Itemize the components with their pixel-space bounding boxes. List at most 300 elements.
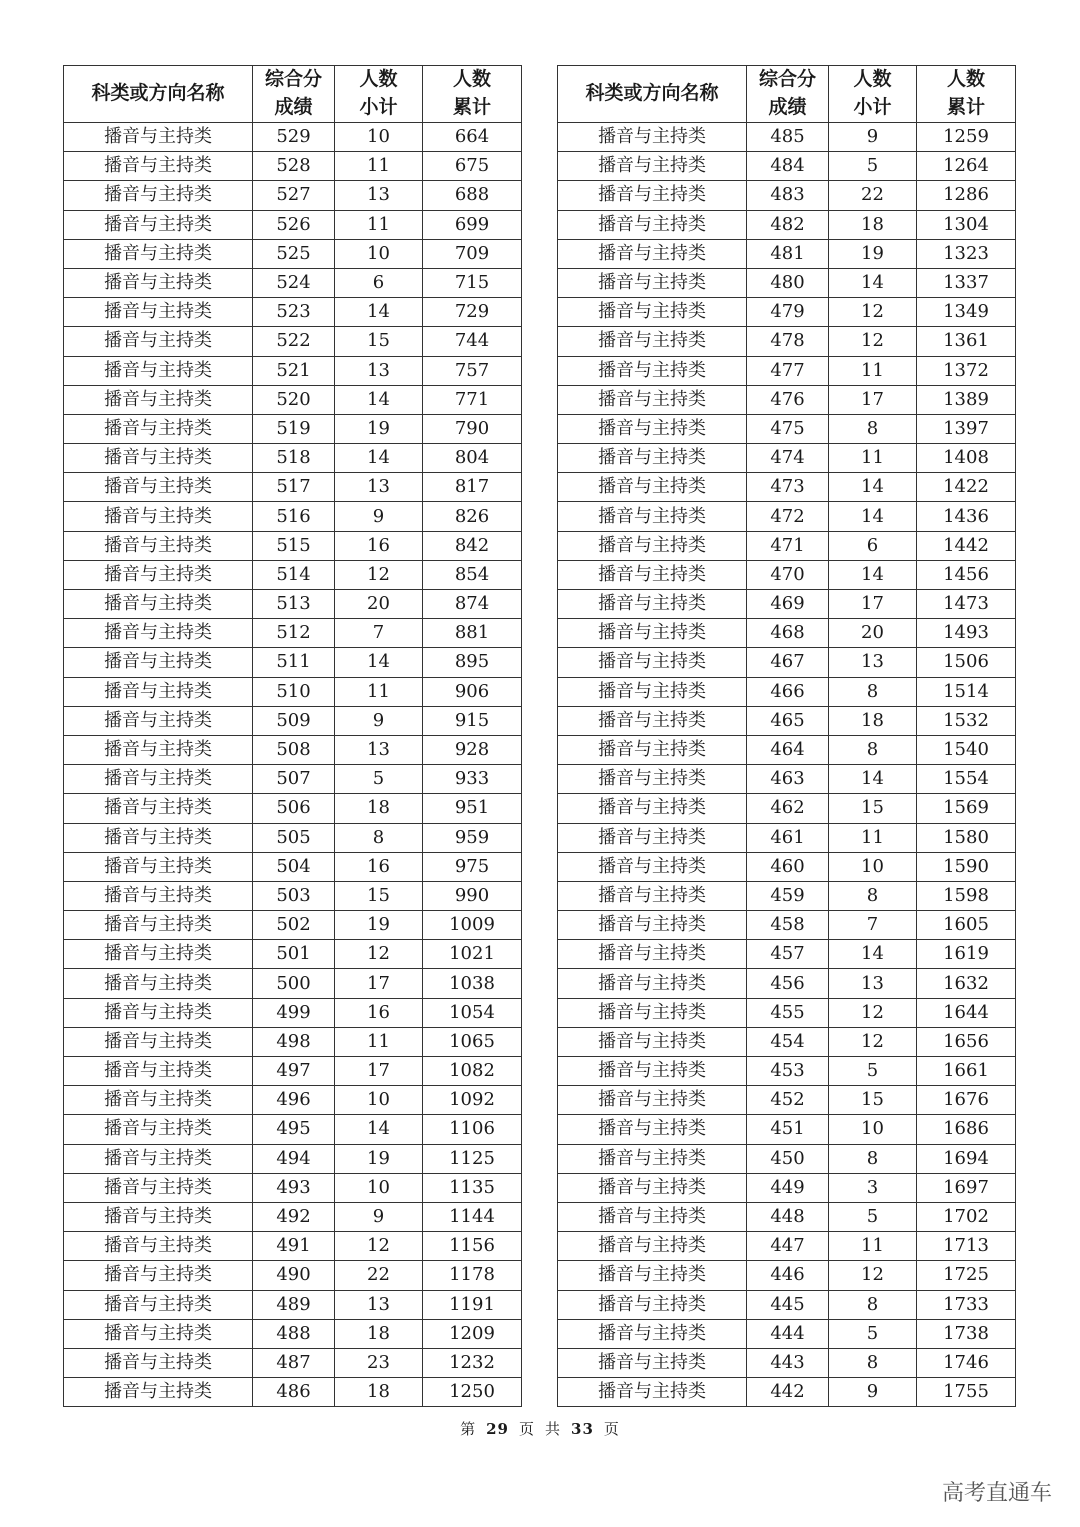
count-cell: 13	[829, 969, 917, 998]
score-cell: 461	[747, 823, 829, 852]
cumulative-cell: 790	[423, 414, 522, 443]
cumulative-cell: 1349	[917, 298, 1016, 327]
cumulative-cell: 1676	[917, 1086, 1016, 1115]
table-row	[64, 268, 522, 297]
score-cell: 448	[747, 1202, 829, 1231]
cumulative-cell: 1514	[917, 677, 1016, 706]
score-cell: 465	[747, 706, 829, 735]
table-row	[558, 385, 1016, 414]
total-page-number: 33	[571, 1420, 594, 1438]
category-name-cell: 播音与主持类	[558, 327, 747, 356]
page-footer	[0, 1418, 1080, 1439]
count-cell: 12	[829, 327, 917, 356]
table-row	[64, 385, 522, 414]
header-score	[253, 66, 335, 123]
category-name-cell: 播音与主持类	[64, 998, 253, 1027]
count-cell: 13	[829, 648, 917, 677]
table-row	[64, 123, 522, 152]
category-name-cell: 播音与主持类	[64, 1378, 253, 1407]
cumulative-cell: 1250	[423, 1378, 522, 1407]
score-cell: 447	[747, 1232, 829, 1261]
score-cell: 460	[747, 852, 829, 881]
table-row	[558, 1086, 1016, 1115]
count-cell: 19	[829, 239, 917, 268]
cumulative-cell: 1694	[917, 1144, 1016, 1173]
count-cell: 11	[335, 210, 423, 239]
category-name-cell: 播音与主持类	[64, 852, 253, 881]
cumulative-cell: 1456	[917, 560, 1016, 589]
count-cell: 14	[335, 648, 423, 677]
cumulative-cell: 1209	[423, 1319, 522, 1348]
cumulative-cell: 1021	[423, 940, 522, 969]
table-row	[558, 152, 1016, 181]
category-name-cell: 播音与主持类	[64, 181, 253, 210]
cumulative-cell: 854	[423, 560, 522, 589]
score-cell: 477	[747, 356, 829, 385]
count-cell: 6	[335, 268, 423, 297]
score-cell: 529	[253, 123, 335, 152]
score-cell: 450	[747, 1144, 829, 1173]
table-row	[558, 444, 1016, 473]
count-cell: 10	[335, 1086, 423, 1115]
score-cell: 524	[253, 268, 335, 297]
category-name-cell: 播音与主持类	[558, 1232, 747, 1261]
footer-prefix: 第	[460, 1420, 477, 1438]
table-row	[64, 735, 522, 764]
table-row	[64, 531, 522, 560]
table-row	[64, 1115, 522, 1144]
score-cell: 455	[747, 998, 829, 1027]
category-name-cell: 播音与主持类	[64, 385, 253, 414]
category-name-cell: 播音与主持类	[558, 444, 747, 473]
category-name-cell: 播音与主持类	[558, 414, 747, 443]
table-row	[64, 911, 522, 940]
cumulative-cell: 1713	[917, 1232, 1016, 1261]
cumulative-cell: 959	[423, 823, 522, 852]
cumulative-cell: 1632	[917, 969, 1016, 998]
score-cell: 485	[747, 123, 829, 152]
table-row	[558, 648, 1016, 677]
category-name-cell: 播音与主持类	[64, 239, 253, 268]
table-row	[558, 210, 1016, 239]
cumulative-cell: 975	[423, 852, 522, 881]
table-row	[64, 560, 522, 589]
category-name-cell: 播音与主持类	[64, 210, 253, 239]
category-name-cell: 播音与主持类	[64, 648, 253, 677]
category-name-cell: 播音与主持类	[558, 940, 747, 969]
table-body	[558, 123, 1016, 1407]
category-name-cell: 播音与主持类	[558, 765, 747, 794]
score-cell: 527	[253, 181, 335, 210]
score-cell: 508	[253, 735, 335, 764]
score-cell: 479	[747, 298, 829, 327]
table-row	[64, 327, 522, 356]
cumulative-cell: 1619	[917, 940, 1016, 969]
cumulative-cell: 1738	[917, 1319, 1016, 1348]
cumulative-cell: 1092	[423, 1086, 522, 1115]
score-cell: 505	[253, 823, 335, 852]
cumulative-cell: 1178	[423, 1261, 522, 1290]
score-cell: 496	[253, 1086, 335, 1115]
score-cell: 452	[747, 1086, 829, 1115]
category-name-cell: 播音与主持类	[558, 560, 747, 589]
category-name-cell: 播音与主持类	[558, 1057, 747, 1086]
count-cell: 8	[335, 823, 423, 852]
score-cell: 519	[253, 414, 335, 443]
cumulative-cell: 826	[423, 502, 522, 531]
header-cumulative-line: 累计	[946, 96, 985, 118]
cumulative-cell: 1135	[423, 1173, 522, 1202]
cumulative-cell: 1065	[423, 1027, 522, 1056]
count-cell: 12	[829, 1027, 917, 1056]
table-row	[64, 1057, 522, 1086]
score-cell: 498	[253, 1027, 335, 1056]
table-row	[558, 473, 1016, 502]
score-cell: 514	[253, 560, 335, 589]
category-name-cell: 播音与主持类	[64, 1115, 253, 1144]
count-cell: 11	[829, 823, 917, 852]
cumulative-cell: 1337	[917, 268, 1016, 297]
count-cell: 17	[829, 385, 917, 414]
table-row	[64, 677, 522, 706]
table-row	[64, 1232, 522, 1261]
table-row	[558, 852, 1016, 881]
cumulative-cell: 744	[423, 327, 522, 356]
count-cell: 16	[335, 531, 423, 560]
score-cell: 522	[253, 327, 335, 356]
score-cell: 444	[747, 1319, 829, 1348]
score-cell: 474	[747, 444, 829, 473]
score-cell: 507	[253, 765, 335, 794]
category-name-cell: 播音与主持类	[64, 619, 253, 648]
cumulative-cell: 1532	[917, 706, 1016, 735]
table-row	[558, 298, 1016, 327]
cumulative-cell: 1397	[917, 414, 1016, 443]
count-cell: 12	[829, 298, 917, 327]
table-row	[558, 677, 1016, 706]
category-name-cell: 播音与主持类	[558, 181, 747, 210]
cumulative-cell: 1661	[917, 1057, 1016, 1086]
table-row	[558, 969, 1016, 998]
count-cell: 13	[335, 473, 423, 502]
footer-page-word: 页	[518, 1420, 535, 1438]
table-row	[558, 1290, 1016, 1319]
table-header-row	[558, 66, 1016, 123]
count-cell: 12	[335, 560, 423, 589]
category-name-cell: 播音与主持类	[64, 911, 253, 940]
category-name-cell: 播音与主持类	[64, 706, 253, 735]
score-cell: 489	[253, 1290, 335, 1319]
cumulative-cell: 1644	[917, 998, 1016, 1027]
count-cell: 18	[335, 1378, 423, 1407]
table-row	[558, 502, 1016, 531]
count-cell: 11	[829, 356, 917, 385]
table-row	[64, 502, 522, 531]
score-cell: 467	[747, 648, 829, 677]
score-cell: 470	[747, 560, 829, 589]
category-name-cell: 播音与主持类	[558, 590, 747, 619]
count-cell: 16	[335, 998, 423, 1027]
category-name-cell: 播音与主持类	[64, 123, 253, 152]
count-cell: 9	[829, 1378, 917, 1407]
category-name-cell: 播音与主持类	[558, 210, 747, 239]
count-cell: 15	[335, 881, 423, 910]
table-row	[64, 356, 522, 385]
table-row	[64, 590, 522, 619]
cumulative-cell: 1686	[917, 1115, 1016, 1144]
count-cell: 3	[829, 1173, 917, 1202]
score-table-left	[63, 65, 522, 1407]
cumulative-cell: 709	[423, 239, 522, 268]
header-score-line: 综合分	[264, 68, 322, 91]
table-row	[558, 1027, 1016, 1056]
score-cell: 466	[747, 677, 829, 706]
cumulative-cell: 1232	[423, 1348, 522, 1377]
table-row	[64, 1086, 522, 1115]
cumulative-cell: 757	[423, 356, 522, 385]
count-cell: 7	[335, 619, 423, 648]
cumulative-cell: 1156	[423, 1232, 522, 1261]
category-name-cell: 播音与主持类	[64, 735, 253, 764]
count-cell: 19	[335, 1144, 423, 1173]
count-cell: 14	[335, 298, 423, 327]
cumulative-cell: 1725	[917, 1261, 1016, 1290]
table-row	[558, 794, 1016, 823]
count-cell: 14	[335, 385, 423, 414]
cumulative-cell: 1473	[917, 590, 1016, 619]
table-row	[558, 1348, 1016, 1377]
count-cell: 8	[829, 1144, 917, 1173]
cumulative-cell: 1746	[917, 1348, 1016, 1377]
table-row	[558, 531, 1016, 560]
score-cell: 458	[747, 911, 829, 940]
count-cell: 11	[335, 152, 423, 181]
count-cell: 8	[829, 1348, 917, 1377]
table-row	[558, 181, 1016, 210]
table-row	[64, 648, 522, 677]
score-table-right	[557, 65, 1016, 1407]
category-name-cell: 播音与主持类	[558, 268, 747, 297]
table-row	[64, 794, 522, 823]
score-cell: 480	[747, 268, 829, 297]
category-name-cell: 播音与主持类	[64, 1261, 253, 1290]
count-cell: 12	[335, 940, 423, 969]
cumulative-cell: 1389	[917, 385, 1016, 414]
score-cell: 502	[253, 911, 335, 940]
count-cell: 19	[335, 414, 423, 443]
category-name-cell: 播音与主持类	[558, 852, 747, 881]
table-row	[558, 911, 1016, 940]
count-cell: 13	[335, 356, 423, 385]
category-name-cell: 播音与主持类	[558, 911, 747, 940]
count-cell: 10	[829, 1115, 917, 1144]
score-cell: 516	[253, 502, 335, 531]
count-cell: 7	[829, 911, 917, 940]
category-name-cell: 播音与主持类	[64, 881, 253, 910]
current-page-number: 29	[486, 1420, 509, 1438]
category-name-cell: 播音与主持类	[558, 1290, 747, 1319]
table-row	[64, 1261, 522, 1290]
table-row	[558, 1057, 1016, 1086]
category-name-cell: 播音与主持类	[558, 1086, 747, 1115]
score-cell: 487	[253, 1348, 335, 1377]
category-name-cell: 播音与主持类	[558, 1173, 747, 1202]
category-name-cell: 播音与主持类	[558, 239, 747, 268]
category-name-cell: 播音与主持类	[558, 1378, 747, 1407]
category-name-cell: 播音与主持类	[64, 1319, 253, 1348]
count-cell: 18	[335, 1319, 423, 1348]
count-cell: 17	[829, 590, 917, 619]
score-cell: 528	[253, 152, 335, 181]
count-cell: 11	[829, 444, 917, 473]
cumulative-cell: 1304	[917, 210, 1016, 239]
category-name-cell: 播音与主持类	[64, 677, 253, 706]
category-name-cell: 播音与主持类	[64, 1232, 253, 1261]
table-row	[64, 969, 522, 998]
header-cumulative	[917, 66, 1016, 123]
score-cell: 483	[747, 181, 829, 210]
score-cell: 462	[747, 794, 829, 823]
table-row	[64, 852, 522, 881]
table-row	[558, 1173, 1016, 1202]
category-name-cell: 播音与主持类	[558, 706, 747, 735]
table-row	[558, 706, 1016, 735]
count-cell: 14	[829, 940, 917, 969]
category-name-cell: 播音与主持类	[64, 268, 253, 297]
watermark-text: 高考直通车	[941, 1481, 1052, 1506]
header-count-line: 小计	[359, 96, 398, 118]
category-name-cell: 播音与主持类	[558, 794, 747, 823]
count-cell: 15	[829, 794, 917, 823]
count-cell: 8	[829, 881, 917, 910]
category-name-cell: 播音与主持类	[558, 677, 747, 706]
count-cell: 5	[335, 765, 423, 794]
cumulative-cell: 1144	[423, 1202, 522, 1231]
count-cell: 12	[829, 1261, 917, 1290]
score-cell: 481	[747, 239, 829, 268]
header-count-line: 人数	[853, 68, 892, 91]
count-cell: 10	[335, 123, 423, 152]
category-name-cell: 播音与主持类	[64, 473, 253, 502]
score-cell: 520	[253, 385, 335, 414]
header-score-line: 成绩	[274, 96, 313, 118]
cumulative-cell: 1605	[917, 911, 1016, 940]
cumulative-cell: 895	[423, 648, 522, 677]
count-cell: 9	[335, 1202, 423, 1231]
category-name-cell: 播音与主持类	[64, 1027, 253, 1056]
score-cell: 457	[747, 940, 829, 969]
score-cell: 521	[253, 356, 335, 385]
table-row	[558, 1144, 1016, 1173]
table-row	[64, 765, 522, 794]
score-cell: 509	[253, 706, 335, 735]
header-score-line: 综合分	[758, 68, 816, 91]
cumulative-cell: 990	[423, 881, 522, 910]
cumulative-cell: 1598	[917, 881, 1016, 910]
category-name-cell: 播音与主持类	[64, 823, 253, 852]
table-row	[64, 1202, 522, 1231]
cumulative-cell: 1323	[917, 239, 1016, 268]
count-cell: 13	[335, 1290, 423, 1319]
cumulative-cell: 1408	[917, 444, 1016, 473]
table-row	[558, 881, 1016, 910]
count-cell: 6	[829, 531, 917, 560]
category-name-cell: 播音与主持类	[64, 298, 253, 327]
table-row	[64, 881, 522, 910]
count-cell: 18	[829, 706, 917, 735]
cumulative-cell: 1436	[917, 502, 1016, 531]
score-cell: 449	[747, 1173, 829, 1202]
category-name-cell: 播音与主持类	[64, 794, 253, 823]
category-name-cell: 播音与主持类	[64, 1086, 253, 1115]
cumulative-cell: 915	[423, 706, 522, 735]
score-cell: 499	[253, 998, 335, 1027]
count-cell: 20	[335, 590, 423, 619]
count-cell: 13	[335, 735, 423, 764]
score-cell: 482	[747, 210, 829, 239]
count-cell: 17	[335, 969, 423, 998]
score-cell: 464	[747, 735, 829, 764]
category-name-cell: 播音与主持类	[64, 940, 253, 969]
table-row	[64, 1290, 522, 1319]
cumulative-cell: 1038	[423, 969, 522, 998]
score-cell: 495	[253, 1115, 335, 1144]
category-name-cell: 播音与主持类	[64, 1290, 253, 1319]
table-row	[558, 356, 1016, 385]
score-cell: 473	[747, 473, 829, 502]
count-cell: 15	[829, 1086, 917, 1115]
table-row	[64, 823, 522, 852]
count-cell: 17	[335, 1057, 423, 1086]
count-cell: 13	[335, 181, 423, 210]
count-cell: 10	[829, 852, 917, 881]
table-row	[558, 1115, 1016, 1144]
cumulative-cell: 1506	[917, 648, 1016, 677]
header-cumulative-line: 人数	[452, 68, 491, 91]
count-cell: 16	[335, 852, 423, 881]
table-row	[558, 1232, 1016, 1261]
count-cell: 14	[829, 473, 917, 502]
category-name-cell: 播音与主持类	[558, 881, 747, 910]
score-cell: 471	[747, 531, 829, 560]
cumulative-cell: 1422	[917, 473, 1016, 502]
cumulative-cell: 1590	[917, 852, 1016, 881]
category-name-cell: 播音与主持类	[558, 385, 747, 414]
cumulative-cell: 1372	[917, 356, 1016, 385]
count-cell: 8	[829, 677, 917, 706]
score-cell: 469	[747, 590, 829, 619]
cumulative-cell: 1054	[423, 998, 522, 1027]
count-cell: 5	[829, 1202, 917, 1231]
cumulative-cell: 1009	[423, 911, 522, 940]
table-row	[558, 560, 1016, 589]
score-cell: 475	[747, 414, 829, 443]
category-name-cell: 播音与主持类	[558, 298, 747, 327]
score-cell: 468	[747, 619, 829, 648]
count-cell: 9	[829, 123, 917, 152]
score-cell: 501	[253, 940, 335, 969]
header-cumulative-line: 累计	[452, 96, 491, 118]
table-row	[64, 1319, 522, 1348]
table-row	[64, 1144, 522, 1173]
table-row	[558, 1261, 1016, 1290]
score-cell: 497	[253, 1057, 335, 1086]
count-cell: 19	[335, 911, 423, 940]
count-cell: 11	[335, 1027, 423, 1056]
footer-suffix: 页	[603, 1420, 620, 1438]
cumulative-cell: 951	[423, 794, 522, 823]
score-cell: 478	[747, 327, 829, 356]
